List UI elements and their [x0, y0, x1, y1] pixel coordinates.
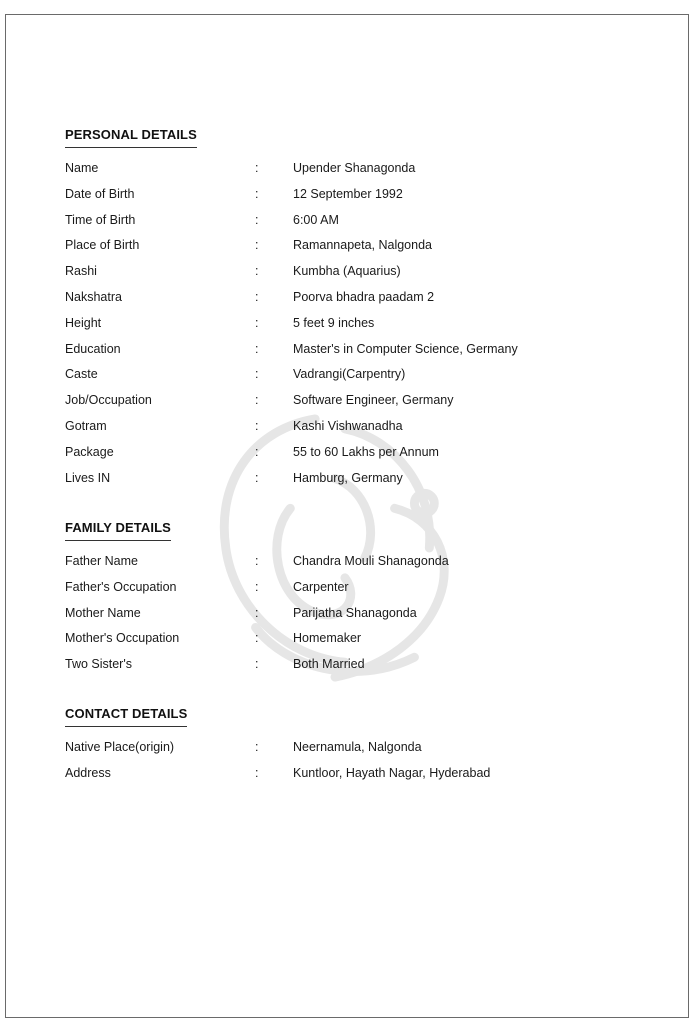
detail-separator: :	[255, 367, 259, 382]
detail-value: 55 to 60 Lakhs per Annum	[293, 444, 439, 459]
detail-label: Nakshatra	[65, 289, 122, 304]
detail-value: Neernamula, Nalgonda	[293, 740, 422, 754]
detail-separator: :	[255, 161, 259, 175]
detail-value: Chandra Mouli Shanagonda	[293, 554, 449, 568]
detail-row	[65, 470, 665, 496]
detail-separator: :	[255, 631, 259, 646]
detail-label: Native Place(origin)	[65, 740, 175, 754]
detail-label: Height	[65, 315, 102, 330]
detail-separator: :	[255, 579, 259, 594]
detail-label: Name	[65, 161, 99, 175]
detail-row	[65, 366, 665, 392]
detail-separator: :	[255, 264, 259, 279]
detail-row	[65, 212, 665, 238]
detail-value: Master's in Computer Science, Germany	[293, 341, 518, 356]
detail-separator: :	[255, 238, 259, 253]
detail-value: Kumbha (Aquarius)	[293, 264, 401, 279]
detail-value: Parijatha Shanagonda	[293, 605, 417, 620]
detail-value: Upender Shanagonda	[293, 161, 416, 175]
detail-separator: :	[255, 657, 259, 672]
detail-label: Package	[65, 444, 114, 459]
detail-row	[65, 579, 665, 605]
detail-row	[65, 341, 665, 367]
detail-value: 6:00 AM	[293, 212, 339, 227]
detail-label: Place of Birth	[65, 238, 140, 253]
detail-row	[65, 237, 665, 263]
family-details-list	[65, 553, 665, 682]
detail-label: Time of Birth	[65, 212, 136, 227]
family-details-title: FAMILY DETAILS	[65, 520, 171, 541]
detail-separator: :	[255, 212, 259, 227]
detail-label: Father Name	[65, 554, 138, 568]
detail-value: 12 September 1992	[293, 186, 403, 201]
detail-row	[65, 553, 665, 579]
detail-row	[65, 765, 665, 791]
detail-label: Caste	[65, 367, 98, 382]
detail-label: Lives IN	[65, 470, 111, 485]
detail-row	[65, 160, 665, 186]
detail-row	[65, 418, 665, 444]
detail-row	[65, 392, 665, 418]
detail-value: Both Married	[293, 657, 365, 672]
detail-label: Date of Birth	[65, 186, 135, 201]
detail-row	[65, 630, 665, 656]
detail-value: Poorva bhadra paadam 2	[293, 289, 435, 304]
detail-row	[65, 444, 665, 470]
detail-separator: :	[255, 186, 259, 201]
detail-value: Hamburg, Germany	[293, 470, 403, 485]
detail-value: 5 feet 9 inches	[293, 315, 375, 330]
detail-label: Two Sister's	[65, 657, 132, 672]
detail-separator: :	[255, 765, 259, 780]
detail-label: Mother's Occupation	[65, 631, 180, 646]
personal-details-title: PERSONAL DETAILS	[65, 127, 197, 148]
detail-separator: :	[255, 289, 259, 304]
detail-label: Education	[65, 341, 121, 356]
detail-row	[65, 263, 665, 289]
detail-separator: :	[255, 605, 259, 620]
detail-row	[65, 739, 665, 765]
detail-value: Software Engineer, Germany	[293, 393, 454, 408]
detail-separator: :	[255, 341, 259, 356]
detail-label: Mother Name	[65, 605, 141, 620]
detail-separator: :	[255, 393, 259, 408]
personal-details-list	[65, 160, 665, 495]
detail-value: Kashi Vishwanadha	[293, 418, 403, 433]
detail-separator: :	[255, 554, 259, 568]
family-details-section	[65, 519, 665, 682]
contact-details-list	[65, 739, 665, 791]
detail-value: Kuntloor, Hayath Nagar, Hyderabad	[293, 765, 491, 780]
detail-label: Gotram	[65, 418, 107, 433]
contact-details-title: CONTACT DETAILS	[65, 706, 187, 727]
detail-row	[65, 605, 665, 631]
detail-separator: :	[255, 418, 259, 433]
detail-label: Rashi	[65, 264, 97, 279]
detail-separator: :	[255, 740, 259, 754]
detail-separator: :	[255, 470, 259, 485]
detail-label: Father's Occupation	[65, 579, 177, 594]
detail-value: Carpenter	[293, 579, 349, 594]
personal-details-section	[65, 126, 665, 495]
detail-value: Ramannapeta, Nalgonda	[293, 238, 432, 253]
contact-details-section	[65, 705, 665, 791]
detail-value: Homemaker	[293, 631, 362, 646]
detail-row	[65, 315, 665, 341]
detail-separator: :	[255, 444, 259, 459]
detail-label: Address	[65, 765, 111, 780]
detail-value: Vadrangi(Carpentry)	[293, 367, 406, 382]
detail-separator: :	[255, 315, 259, 330]
detail-row	[65, 289, 665, 315]
detail-label: Job/Occupation	[65, 393, 152, 408]
detail-row	[65, 186, 665, 212]
detail-row	[65, 656, 665, 682]
